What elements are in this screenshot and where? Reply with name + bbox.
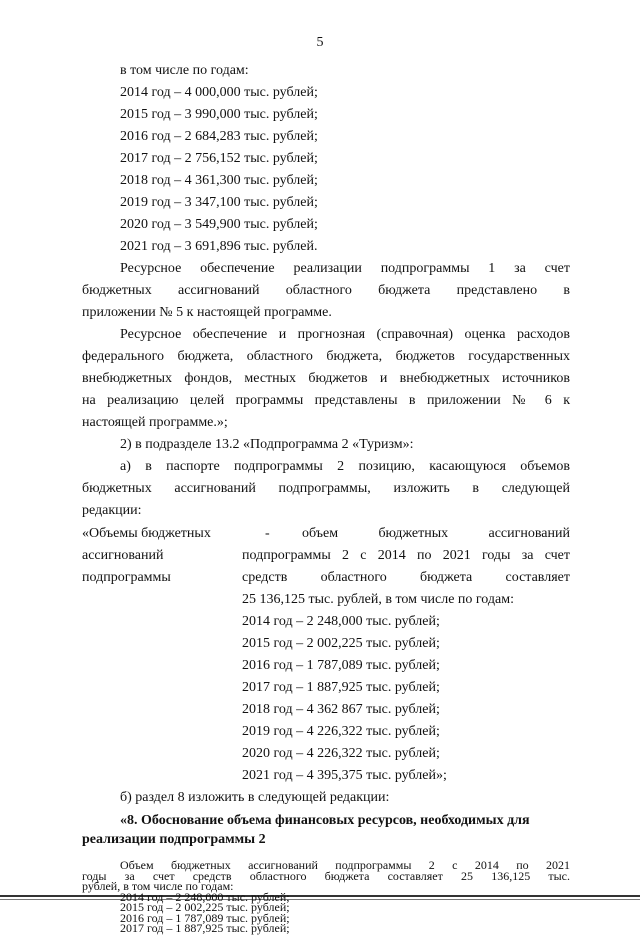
page-number: 5 [316, 35, 324, 50]
passport-label: подпрограммы [82, 570, 171, 585]
item-2a-line: а) в паспорте подпрограммы 2 позицию, касающуюся объемов [120, 459, 570, 474]
passport-text: 25 136,125 тыс. рублей, в том числе по годам: [242, 592, 514, 607]
year-line: 2016 год – 2 684,283 тыс. рублей; [120, 129, 318, 144]
section-8-heading: «8. Обоснование объема финансовых ресурсов, необходимых для [120, 813, 530, 828]
section-8-paragraph: Объем бюджетных ассигнований подпрограммы 2 с 2014 по 2021 [120, 858, 570, 872]
passport-year: 2021 год – 4 395,375 тыс. рублей»; [242, 768, 447, 783]
resource2-line: Ресурсное обеспечение и прогнозная (справочная) оценка расходов [120, 327, 570, 342]
page-bottom-rule [0, 895, 640, 897]
passport-year: 2014 год – 2 248,000 тыс. рублей; [242, 614, 440, 629]
passport-year: 2019 год – 4 226,322 тыс. рублей; [242, 724, 440, 739]
passport-text: средств областного бюджета составляет [242, 570, 570, 585]
passport-text: подпрограммы 2 с 2014 по 2021 годы за счет [242, 548, 570, 563]
passport-dash: - [265, 526, 270, 541]
year-line: 2017 год – 2 756,152 тыс. рублей; [120, 151, 318, 166]
resource2-line: настоящей программе.»; [82, 415, 228, 430]
section-8-year: 2016 год – 1 787,089 тыс. рублей; [120, 910, 290, 925]
year-line: 2019 год – 3 347,100 тыс. рублей; [120, 195, 318, 210]
passport-label: ассигнований [82, 548, 164, 563]
year-line: 2020 год – 3 549,900 тыс. рублей; [120, 217, 318, 232]
item-2: 2) в подразделе 13.2 «Подпрограмма 2 «Туризм»: [120, 437, 414, 452]
year-line: 2014 год – 4 000,000 тыс. рублей; [120, 85, 318, 100]
year-line: 2021 год – 3 691,896 тыс. рублей. [120, 239, 318, 254]
resource2-line: внебюджетных фондов, местных бюджетов и внебюджетных источников [82, 371, 570, 386]
section-8-year: 2017 год – 1 887,925 тыс. рублей; [120, 921, 290, 935]
year-line: 2018 год – 4 361,300 тыс. рублей; [120, 173, 318, 188]
page-bottom-rule [0, 899, 640, 900]
passport-year: 2018 год – 4 362 867 тыс. рублей; [242, 702, 440, 717]
resource1-line: Ресурсное обеспечение реализации подпрограммы 1 за счет [120, 261, 570, 276]
section-8-paragraph: годы за счет средств областного бюджета составляет 25 136,125 тыс. [82, 868, 570, 883]
passport-year: 2016 год – 1 787,089 тыс. рублей; [242, 658, 440, 673]
passport-text: объем бюджетных ассигнований [302, 526, 570, 541]
item-2a-line: редакции: [82, 503, 142, 518]
section-8-year: 2014 год – 2 248,000 тыс. рублей; [120, 889, 290, 904]
section-8-heading: реализации подпрограммы 2 [82, 832, 266, 847]
passport-year: 2020 год – 4 226,322 тыс. рублей; [242, 746, 440, 761]
passport-year: 2015 год – 2 002,225 тыс. рублей; [242, 636, 440, 651]
resource1-line: бюджетных ассигнований областного бюджета представлено в [82, 283, 570, 298]
section-8-year: 2015 год – 2 002,225 тыс. рублей; [120, 900, 290, 914]
section-8-paragraph: рублей, в том числе по годам: [82, 879, 234, 893]
resource2-line: федерального бюджета, областного бюджета, бюджетов государственных [82, 349, 570, 364]
year-line: 2015 год – 3 990,000 тыс. рублей; [120, 107, 318, 122]
resource2-line: на реализацию целей программы представлены в приложении № 6 к [82, 393, 570, 408]
passport-year: 2017 год – 1 887,925 тыс. рублей; [242, 680, 440, 695]
years-intro: в том числе по годам: [120, 63, 249, 78]
resource1-line: приложении № 5 к настоящей программе. [82, 305, 332, 320]
item-2a-line: бюджетных ассигнований подпрограммы, изложить в следующей [82, 481, 570, 496]
passport-label: «Объемы бюджетных [82, 526, 211, 541]
item-2b: б) раздел 8 изложить в следующей редакции: [120, 790, 390, 805]
